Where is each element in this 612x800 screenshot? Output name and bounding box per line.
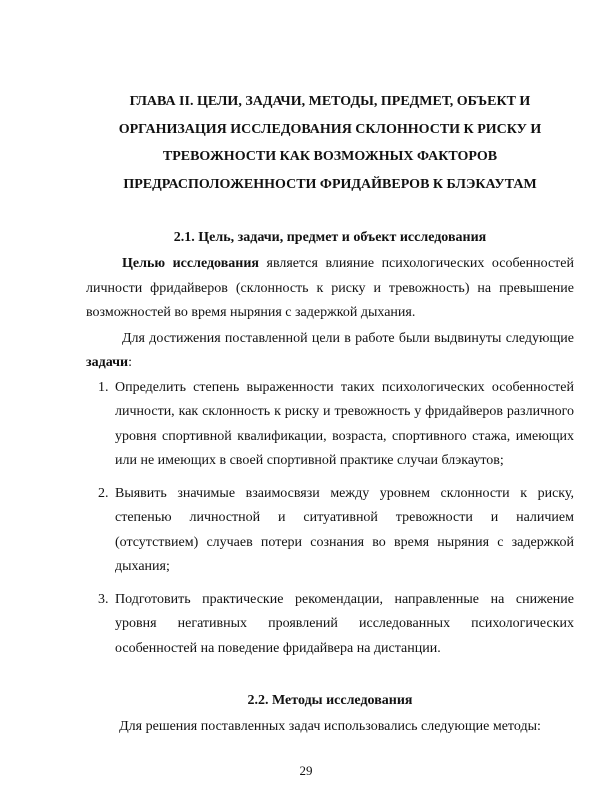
task-number: 2. xyxy=(98,485,109,501)
task-item xyxy=(98,482,574,580)
tasks-intro-paragraph xyxy=(86,327,574,376)
tasks-label: задачи xyxy=(86,355,129,370)
task-text: Подготовить практические рекомендации, направленные на снижение уровня негативных проявлений исследованных психологических особенностей на поведение фридайвера на дистанции. xyxy=(115,591,574,656)
page-number: 29 xyxy=(299,762,313,778)
methods-intro: Для решения поставленных задач использовались следующие методы: xyxy=(119,719,541,734)
task-number: 3. xyxy=(98,591,109,607)
chapter-title: ГЛАВА II. ЦЕЛИ, ЗАДАЧИ, МЕТОДЫ, ПРЕДМЕТ, ОБЪЕКТ И ОРГАНИЗАЦИЯ ИССЛЕДОВАНИЯ СКЛОННОСТИ К РИСКУ И ТРЕВОЖНОСТИ КАК ВОЗМОЖНЫХ ФАКТОРОВ ПРЕДРАСПОЛОЖЕННОСТИ ФРИДАЙВЕРОВ К БЛЭКАУТАМ xyxy=(118,94,542,192)
task-text: Выявить значимые взаимосвязи между уровнем склонности к риску, степенью личностной и ситуативной тревожности и наличием (отсутствием) случаев потери сознания во время ныряния с задержкой дыхания; xyxy=(115,485,574,574)
section-heading-2-1: 2.1. Цель, задачи, предмет и объект исследования xyxy=(173,230,487,245)
section-heading-2-2: 2.2. Методы исследования xyxy=(247,693,413,708)
task-number: 1. xyxy=(98,379,109,395)
goal-text: является влияние психологических особенностей личности фридайверов (склонность к риску и тревожность) на превышение возможностей во время ныряния с задержкой дыхания. xyxy=(86,256,574,320)
tasks-intro-text: Для достижения поставленной цели в работе были выдвинуты следующие xyxy=(122,330,574,346)
goal-label: Целью исследования xyxy=(122,256,259,271)
goal-paragraph xyxy=(86,252,574,326)
task-item xyxy=(98,376,574,474)
task-text: Определить степень выраженности таких психологических особенностей личности, как склонность к риску и тревожность у фридайверов различного уровня спортивной квалификации, возраста, спортивного стажа, имеющих или не имеющих в своей спортивной практике случаи блэкаутов; xyxy=(115,379,574,468)
tasks-colon: : xyxy=(128,355,132,370)
task-item xyxy=(98,588,574,662)
